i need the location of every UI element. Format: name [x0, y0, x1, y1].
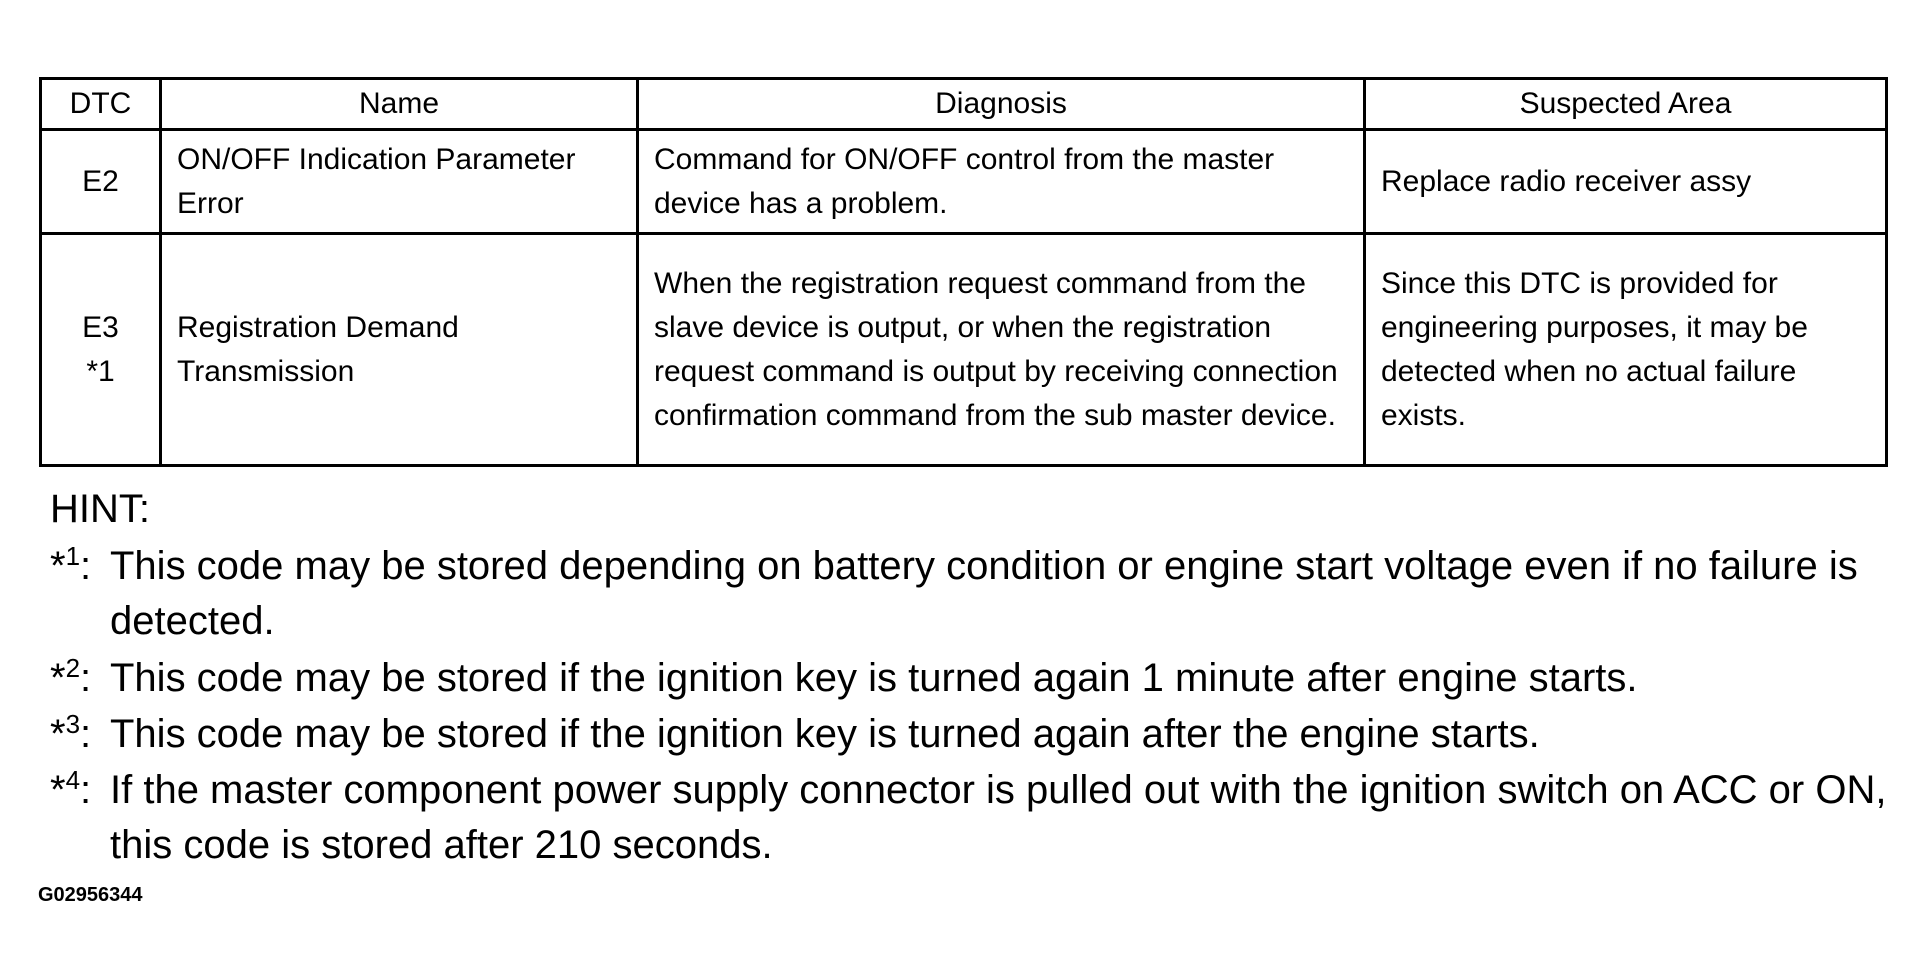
- header-name: Name: [161, 79, 638, 130]
- header-diagnosis: Diagnosis: [638, 79, 1365, 130]
- header-suspected-area: Suspected Area: [1365, 79, 1887, 130]
- footnote: [50, 651, 1890, 706]
- dtc-code: E2: [82, 164, 119, 198]
- figure-id: G02956344: [38, 884, 143, 906]
- footnote-marker: *$^4$:: [50, 765, 92, 812]
- dtc-code: E3: [82, 310, 119, 344]
- name-cell: Registration Demand Transmission: [161, 234, 638, 466]
- footnote: [50, 539, 1890, 649]
- footnote: [50, 707, 1890, 762]
- diagnosis-cell: When the registration request command from the slave device is output, or when the registration request command is output by receiving connection confirmation command from the sub master device.: [638, 234, 1365, 466]
- footnote-marker: *$^1$:: [50, 541, 92, 588]
- table-row: [41, 130, 1887, 234]
- diagnosis-cell: Command for ON/OFF control from the master device has a problem.: [638, 130, 1365, 234]
- hint-section: [50, 482, 1890, 873]
- footnote-text: This code may be stored if the ignition key is turned again after the engine starts.: [110, 712, 1540, 756]
- footnote-text: This code may be stored depending on battery condition or engine start voltage even if no failure is detected.: [110, 544, 1858, 643]
- suspected-area-cell: Since this DTC is provided for engineering purposes, it may be detected when no actual failure exists.: [1365, 234, 1887, 466]
- footnote-marker: *$^3$:: [50, 709, 92, 756]
- footnote-marker: *$^2$:: [50, 653, 92, 700]
- footnote-text: If the master component power supply connector is pulled out with the ignition switch on ACC or ON, this code is stored after 210 seconds.: [110, 768, 1887, 867]
- header-dtc: DTC: [41, 79, 161, 130]
- dtc-table: [39, 77, 1888, 467]
- dtc-cell: [41, 234, 161, 466]
- table-header-row: [41, 79, 1887, 130]
- dtc-note-ref: *1: [86, 354, 115, 388]
- footnote: [50, 763, 1890, 873]
- footnote-text: This code may be stored if the ignition key is turned again 1 minute after engine starts.: [110, 656, 1638, 700]
- hint-title: HINT:: [50, 487, 150, 531]
- table-row: [41, 234, 1887, 466]
- suspected-area-cell: Replace radio receiver assy: [1365, 130, 1887, 234]
- name-cell: ON/OFF Indication Parameter Error: [161, 130, 638, 234]
- dtc-cell: [41, 130, 161, 234]
